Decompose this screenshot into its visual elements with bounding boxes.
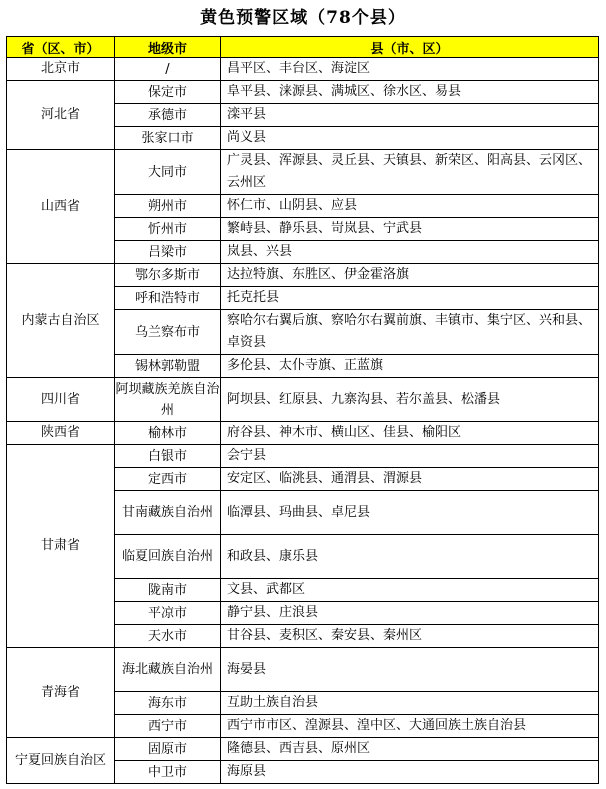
county-cell: 文县、武都区 [221, 579, 599, 602]
province-cell: 陕西省 [7, 422, 115, 445]
county-cell: 尚义县 [221, 127, 599, 150]
province-cell: 四川省 [7, 378, 115, 422]
county-cell: 海晏县 [221, 648, 599, 692]
city-cell: 海北藏族自治州 [115, 648, 221, 692]
table-row [7, 445, 599, 468]
table-row [7, 422, 599, 445]
city-cell: 固原市 [115, 738, 221, 761]
city-cell: / [115, 58, 221, 81]
table-row [7, 648, 599, 692]
county-cell: 滦平县 [221, 104, 599, 127]
header-city: 地级市 [115, 37, 221, 58]
county-cell: 会宁县 [221, 445, 599, 468]
city-cell: 海东市 [115, 692, 221, 715]
county-cell: 临潭县、玛曲县、卓尼县 [221, 491, 599, 535]
county-cell: 托克托县 [221, 287, 599, 310]
county-cell: 岚县、兴县 [221, 241, 599, 264]
city-cell: 吕梁市 [115, 241, 221, 264]
city-cell: 朔州市 [115, 195, 221, 218]
city-cell: 张家口市 [115, 127, 221, 150]
city-cell: 中卫市 [115, 761, 221, 784]
province-cell: 甘肃省 [7, 445, 115, 648]
county-cell: 繁峙县、静乐县、岢岚县、宁武县 [221, 218, 599, 241]
county-cell: 安定区、临洮县、通渭县、渭源县 [221, 468, 599, 491]
city-cell: 平凉市 [115, 602, 221, 625]
county-cell: 甘谷县、麦积区、秦安县、秦州区 [221, 625, 599, 648]
city-cell: 临夏回族自治州 [115, 535, 221, 579]
city-cell: 西宁市 [115, 715, 221, 738]
county-cell: 西宁市市区、湟源县、湟中区、大通回族土族自治县 [221, 715, 599, 738]
page-title: 黄色预警区域（78个县） [200, 8, 406, 28]
table-row [7, 58, 599, 81]
county-cell: 多伦县、太仆寺旗、正蓝旗 [221, 355, 599, 378]
city-cell: 定西市 [115, 468, 221, 491]
city-cell: 阿坝藏族羌族自治州 [115, 378, 221, 422]
county-cell: 静宁县、庄浪县 [221, 602, 599, 625]
city-cell: 忻州市 [115, 218, 221, 241]
county-cell: 达拉特旗、东胜区、伊金霍洛旗 [221, 264, 599, 287]
city-cell: 天水市 [115, 625, 221, 648]
city-cell: 承德市 [115, 104, 221, 127]
city-cell: 榆林市 [115, 422, 221, 445]
table-row [7, 81, 599, 104]
table-row [7, 378, 599, 422]
city-cell: 乌兰察布市 [115, 310, 221, 355]
city-cell: 白银市 [115, 445, 221, 468]
county-cell: 察哈尔右翼后旗、察哈尔右翼前旗、丰镇市、集宁区、兴和县、卓资县 [221, 310, 599, 355]
city-cell: 锡林郭勒盟 [115, 355, 221, 378]
city-cell: 鄂尔多斯市 [115, 264, 221, 287]
header-county: 县（市、区） [221, 37, 599, 58]
county-cell: 怀仁市、山阴县、应县 [221, 195, 599, 218]
city-cell: 保定市 [115, 81, 221, 104]
county-cell: 隆德县、西吉县、原州区 [221, 738, 599, 761]
table-row [7, 264, 599, 287]
county-cell: 昌平区、丰台区、海淀区 [221, 58, 599, 81]
county-cell: 府谷县、神木市、横山区、佳县、榆阳区 [221, 422, 599, 445]
province-cell: 山西省 [7, 150, 115, 264]
county-cell: 广灵县、浑源县、灵丘县、天镇县、新荣区、阳高县、云冈区、云州区 [221, 150, 599, 195]
county-cell: 互助土族自治县 [221, 692, 599, 715]
county-cell: 阿坝县、红原县、九寨沟县、若尔盖县、松潘县 [221, 378, 599, 422]
city-cell: 大同市 [115, 150, 221, 195]
province-cell: 内蒙古自治区 [7, 264, 115, 378]
city-cell: 陇南市 [115, 579, 221, 602]
table-row [7, 150, 599, 195]
city-cell: 甘南藏族自治州 [115, 491, 221, 535]
county-cell: 海原县 [221, 761, 599, 784]
table-header-row [7, 37, 599, 58]
province-cell: 北京市 [7, 58, 115, 81]
province-cell: 宁夏回族自治区 [7, 738, 115, 784]
county-cell: 和政县、康乐县 [221, 535, 599, 579]
province-cell: 青海省 [7, 648, 115, 738]
city-cell: 呼和浩特市 [115, 287, 221, 310]
warning-region-table [6, 36, 599, 784]
table-row [7, 738, 599, 761]
header-province: 省（区、市） [7, 37, 115, 58]
county-cell: 阜平县、涞源县、满城区、徐水区、易县 [221, 81, 599, 104]
province-cell: 河北省 [7, 81, 115, 150]
